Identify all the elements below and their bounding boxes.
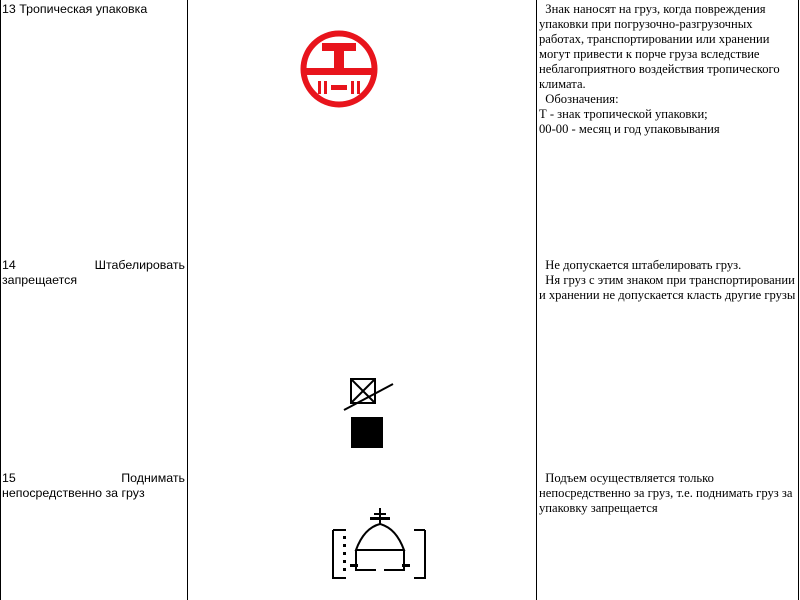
tropical-packaging-sign-icon	[300, 30, 378, 108]
row-14-title: 14 Штабелировать запрещается	[2, 258, 185, 287]
do-not-stack-icon	[340, 374, 398, 448]
row-13-description: Знак наносят на груз, когда повреждения упаковки при погрузочно-разгрузочных работах, транспортировании или хранении могут привести к порче груза вследствие неблагоприятного воздействия тропического климата. Обозначения: Т - знак тропической упаковки; 00-00 - месяц и год упаковывания	[539, 2, 783, 136]
row-14-description: Не допускается штабелировать груз. Ня груз с этим знаком при транспортировании и хранении не допускается класть другие грузы	[539, 258, 799, 302]
table-border-right	[798, 0, 799, 600]
row-15-title: 15 Поднимать непосредственно за груз	[2, 471, 185, 500]
column-divider	[187, 0, 188, 600]
row-13-title: 13 Тропическая упаковка	[2, 2, 148, 16]
table-border-left	[0, 0, 1, 600]
row-15-description: Подъем осуществляется только непосредственно за груз, т.е. поднимать груз за упаковку запрещается	[539, 471, 796, 515]
column-divider	[536, 0, 537, 600]
lift-directly-by-load-icon	[330, 506, 430, 582]
